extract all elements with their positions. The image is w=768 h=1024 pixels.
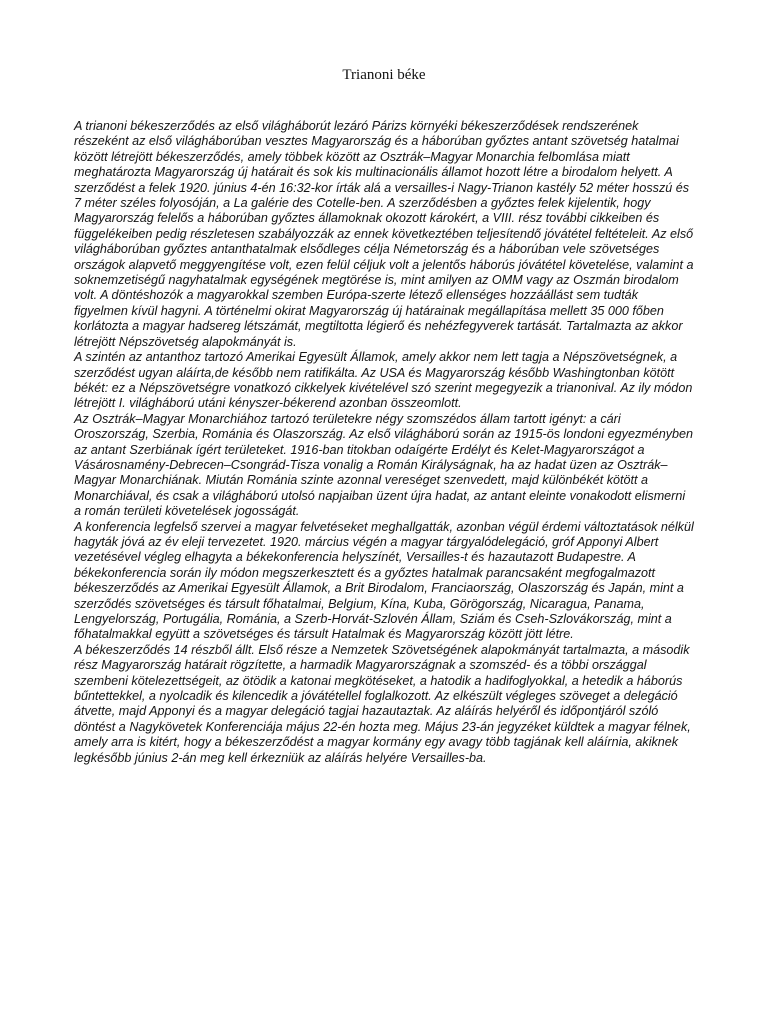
paragraph: A konferencia legfelső szervei a magyar felvetéseket meghallgatták, azonban végül érdemi változtatások nélkül hagyták jóvá az év eleji tervezetet. 1920. március végén a magyar tárgyalódelegáció, gróf Apponyi Albert vezetésével végleg elhagyta a békekonferencia helyszínét, Versailles-t és hazautazott Budapestre. A békekonferencia során ily módon megszerkesztett és a győztes hatalmak parancsaként megfogalmazott békeszerződés az Amerikai Egyesült Államok, a Brit Birodalom, Franciaország, Olaszország és Japán, mint a szerződés szövetséges és társult főhatalmai, Belgium, Kína, Kuba, Görögország, Nicaragua, Panama, Lengyelország, Portugália, Románia, a Szerb-Horvát-Szlovén Állam, Sziám és Cseh-Szlovákország, mint a főhatalmakkal együtt a szövetséges és társult Hatalmak és Magyarország között jött létre. xyxy=(74,519,694,642)
paragraph: Az Osztrák–Magyar Monarchiához tartozó területekre négy szomszédos állam tartott igényt: a cári Oroszország, Szerbia, Románia és Olaszország. Az első világháború során az 1915-ös londoni egyezményben az antant Szerbiának ígért területeket. 1916-ban titokban odaígérte Erdélyt és Kelet-Magyarországot a Vásárosnamény-Debrecen–Csongrád-Tisza vonalig a Román Királyságnak, ha az hadat üzen az Osztrák–Magyar Monarchiának. Miután Románia szinte azonnal vereséget szenvedett, majd különbékét kötött a Monarchiával, és csak a világháború utolsó napjaiban üzent újra hadat, az antant eleinte vonakodott elismerni a román területi követelések jogosságát. xyxy=(74,411,694,519)
document-title: Trianoni béke xyxy=(342,67,426,83)
paragraph: A szintén az antanthoz tartozó Amerikai Egyesült Államok, amely akkor nem lett tagja a Népszövetségnek, a szerződést ugyan aláírta,de később nem ratifikálta. Az USA és Magyarország később Washingtonban kötött békét: ez a Népszövetségre vonatkozó cikkelyek kivételével szó szerint megegyezik a trianonival. Az ily módon létrejött I. világháború utáni kényszer-békerend azonban összeomlott. xyxy=(74,350,693,411)
paragraph: A trianoni békeszerződés az első világháborút lezáró Párizs környéki békeszerződések rendszerének részeként az első világháborúban vesztes Magyarország és a háborúban győztes antant szövetség hatalmai között létrejött békeszerződés, amely többek között az Osztrák–Magyar Monarchia felbomlása miatt meghatározta Magyarország új határait és sok kis multinacionális államot hozott létre a birodalom helyett. A szerződést a felek 1920. június 4-én 16:32-kor írták alá a versailles-i Nagy-Trianon kastély 52 méter hosszú és 7 méter széles folyosóján, a La galérie des Cotelle-ben. A szerződésben a győztes felek kijelentik, hogy Magyarország felelős a háborúban győztes államoknak okozott károkért, a VIII. rész további cikkeiben és függelékeiben pedig részletesen szabályozzák az ennek következtében teljesítendő jóvátétel feltételeit. Az első világháborúban győztes antanthatalmak elsődleges célja Németország és a háborúban vele szövetséges országok alapvető meggyengítése volt, ezen felül céljuk volt a jelentős háborús jóvátétel követelése, valamint a soknemzetiségű nagyhatalmak egységének megtörése is, mint amilyen az OMM vagy az Oszmán birodalom volt. A döntéshozók a magyarokkal szemben Európa-szerte létező ellenséges hozzáállást sem tudták figyelmen kívül hagyni. A történelmi okirat Magyarország új határainak megállapítása mellett 35 000 főben korlátozta a magyar hadsereg létszámát, megtiltotta légierő és nehézfegyverek tartását. Tartalmazta az akkor létrejött Népszövetség alapokmányát is. xyxy=(74,119,694,349)
paragraph: A békeszerződés 14 részből állt. Első része a Nemzetek Szövetségének alapokmányát tartalmazta, a második rész Magyarország határait rögzítette, a harmadik Magyarországnak a szomszéd- és a többi országgal szembeni kötelezettségeit, az ötödik a katonai megkötéseket, a hatodik a hadifoglyokkal, a hetedik a háborús bűntettekkel, a nyolcadik és kilencedik a jóvátétellel foglalkozott. Az elkészült végleges szöveget a delegáció átvette, majd Apponyi és a magyar delegáció tagjai hazautaztak. Az aláírás helyéről és időpontjáról szóló döntést a Nagykövetek Konferenciája május 22-én hozta meg. Május 23-án jegyzéket küldtek a magyar félnek, amely arra is kitért, hogy a békeszerződést a magyar kormány egy avagy több tagjának kell aláírnia, akiknek legkésőbb június 2-án meg kell érkezniük az aláírás helyére Versailles-ba. xyxy=(74,642,691,765)
document-body xyxy=(74,119,694,766)
